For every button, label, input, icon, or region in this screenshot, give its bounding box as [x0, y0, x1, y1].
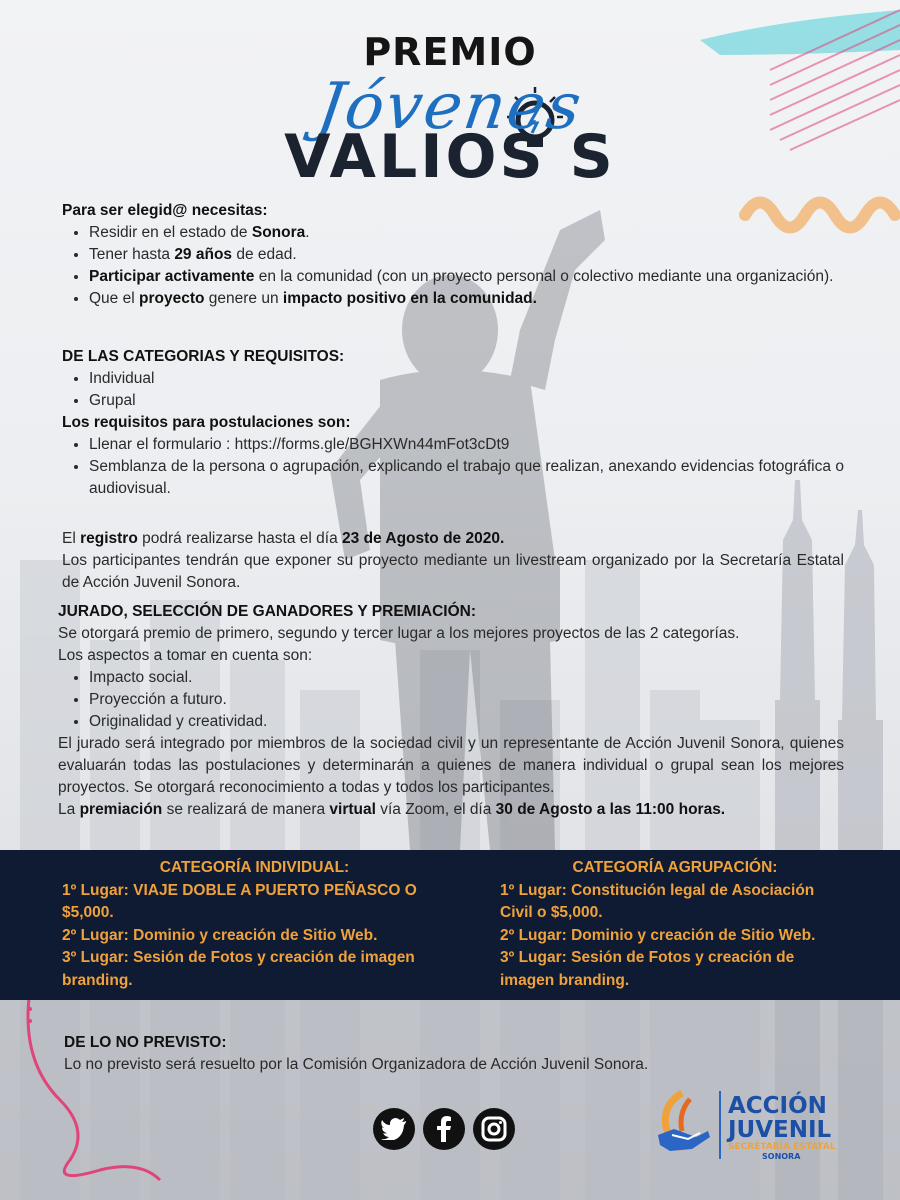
- eligibility-section: [62, 200, 844, 310]
- svg-text:SONORA: SONORA: [762, 1152, 801, 1161]
- jury-prize-text: Se otorgará premio de primero, segundo y tercer lugar a los mejores proyectos de las 2 categorías.: [58, 625, 740, 642]
- eligibility-list: [62, 222, 844, 310]
- list-item: • Proyección a futuro.: [89, 689, 844, 711]
- registration-deadline: El registro podrá realizarse hasta el día 23 de Agosto de 2020.: [62, 530, 505, 547]
- requirements-heading: Los requisitos para postulaciones son:: [62, 414, 351, 431]
- unforeseen-heading: DE LO NO PREVISTO:: [64, 1034, 227, 1051]
- individual-second-place: 2º Lugar: Dominio y creación de Sitio Web.: [62, 926, 378, 944]
- list-item: • Que el proyecto genere un impacto positivo en la comunidad.: [89, 288, 844, 310]
- svg-text:ACCIÓN: ACCIÓN: [728, 1093, 827, 1119]
- jury-description: El jurado será integrado por miembros de la sociedad civil y un representante de Acción Juvenil Sonora, quienes evaluarán todas las postulaciones y determinarán a quienes de manera individual o grupal sean los mejores proyectos. Se otorgará reconocimiento a todas y todos los participantes.: [58, 735, 844, 796]
- award-ceremony: La premiación se realizará de manera virtual vía Zoom, el día 30 de Agosto a las 11:00 horas.: [58, 801, 726, 818]
- svg-text:JUVENIL: JUVENIL: [728, 1117, 832, 1143]
- title-premio: PREMIO: [363, 30, 537, 74]
- social-icons: [373, 1108, 515, 1150]
- list-item: • Tener hasta 29 años de edad.: [89, 244, 844, 266]
- individual-first-place: 1º Lugar: VIAJE DOBLE A PUERTO PEÑASCO O $5,000.: [62, 881, 417, 921]
- list-item: • Individual: [89, 368, 844, 390]
- list-item: • Llenar el formulario : https://forms.gle/BGHXWn44mFot3cDt9: [89, 434, 844, 456]
- list-item: • Participar activamente en la comunidad (con un proyecto personal o colectivo mediante una organización).: [89, 266, 844, 288]
- group-second-place: 2º Lugar: Dominio y creación de Sitio Web.: [500, 926, 816, 944]
- eligibility-heading: Para ser elegid@ necesitas:: [62, 202, 268, 219]
- group-prizes-heading: CATEGORÍA AGRUPACIÓN:: [572, 859, 778, 876]
- instagram-icon[interactable]: [473, 1108, 515, 1150]
- list-item: • Grupal: [89, 390, 844, 412]
- categories-section: [62, 346, 844, 500]
- prizes-band: [0, 850, 900, 1000]
- list-item: • Semblanza de la persona o agrupación, explicando el trabajo que realizan, anexando evidencias fotográfica o audiovisual.: [89, 456, 844, 500]
- facebook-icon[interactable]: [423, 1108, 465, 1150]
- title-valiosos: VALIOS S: [284, 122, 616, 192]
- list-item: • Residir en el estado de Sonora.: [89, 222, 844, 244]
- title-jovenes: Jóvenes: [312, 70, 588, 144]
- individual-prizes: [62, 857, 447, 992]
- twitter-icon[interactable]: [373, 1108, 415, 1150]
- list-item: • Originalidad y creatividad.: [89, 711, 844, 733]
- group-prizes: [500, 857, 850, 992]
- accion-juvenil-logo: [652, 1085, 842, 1165]
- jury-section: [58, 601, 844, 821]
- group-third-place: 3º Lugar: Sesión de Fotos y creación de imagen branding.: [500, 949, 795, 989]
- registration-section: [62, 528, 844, 594]
- unforeseen-section: [64, 1032, 846, 1076]
- list-item: • Impacto social.: [89, 667, 844, 689]
- group-first-place: 1º Lugar: Constitución legal de Asociación Civil o $5,000.: [500, 881, 815, 921]
- registration-livestream: Los participantes tendrán que exponer su proyecto mediante un livestream organizado por la Secretaría Estatal de Acción Juvenil Sonora.: [62, 552, 844, 591]
- individual-third-place: 3º Lugar: Sesión de Fotos y creación de imagen branding.: [62, 949, 415, 989]
- unforeseen-text: Lo no previsto será resuelto por la Comisión Organizadora de Acción Juvenil Sonora.: [64, 1056, 649, 1073]
- individual-prizes-heading: CATEGORÍA INDIVIDUAL:: [159, 859, 350, 876]
- jury-heading: JURADO, SELECCIÓN DE GANADORES Y PREMIACIÓN:: [58, 603, 476, 620]
- svg-text:SECRETARÍA ESTATAL: SECRETARÍA ESTATAL: [728, 1142, 836, 1152]
- jury-aspects-text: Los aspectos a tomar en cuenta son:: [58, 647, 313, 664]
- categories-heading: DE LAS CATEGORIAS Y REQUISITOS:: [62, 348, 345, 365]
